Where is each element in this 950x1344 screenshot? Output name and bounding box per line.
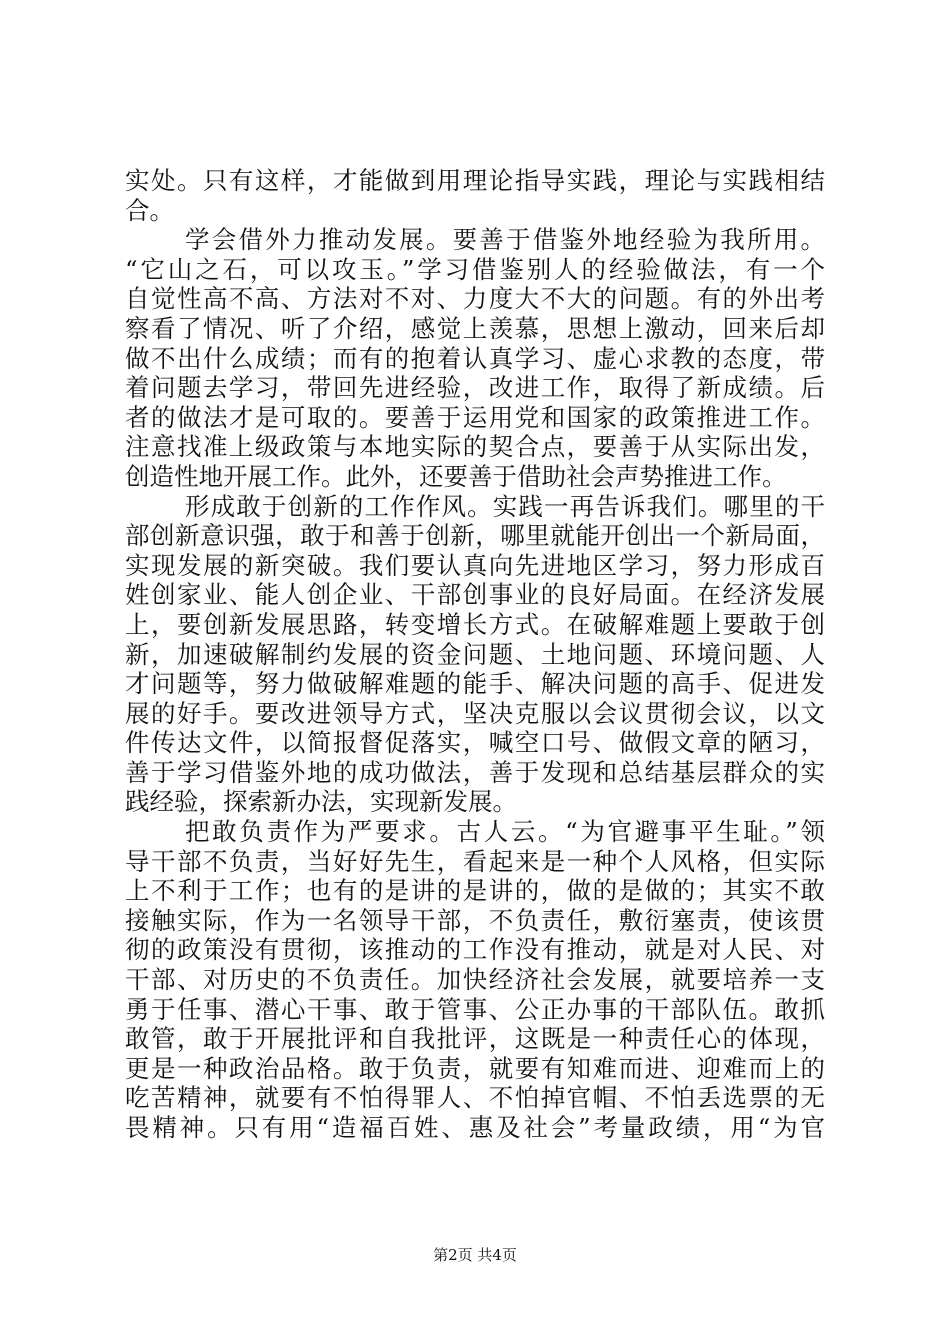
- text-line: 形成敢于创新的工作作风。实践一再告诉我们。哪里的干: [185, 491, 825, 521]
- document-body: [125, 166, 825, 1143]
- text-line: 察看了情况、听了介绍，感觉上羡慕，思想上激动，回来后却: [125, 313, 825, 343]
- text-line: 合。: [125, 195, 174, 225]
- text-line: 自觉性高不高、方法对不对、力度大不大的问题。有的外出考: [125, 284, 825, 314]
- text-line: 接触实际，作为一名领导干部，不负责任，敷衍塞责，使该贯: [125, 905, 825, 935]
- text-line: 畏精神。只有用“造福百姓、惠及社会”考量政绩，用“为官: [125, 1113, 825, 1142]
- text-line: 实现发展的新突破。我们要认真向先进地区学习，努力形成百: [125, 550, 825, 580]
- text-line: 做不出什么成绩；而有的抱着认真学习、虚心求教的态度，带: [125, 343, 825, 373]
- text-line: 导干部不负责，当好好先生，看起来是一种个人风格，但实际: [125, 846, 825, 876]
- text-line: 新，加速破解制约发展的资金问题、土地问题、环境问题、人: [125, 639, 825, 669]
- text-line: 上不利于工作；也有的是讲的是讲的，做的是做的；其实不敢: [125, 876, 825, 906]
- text-line: 更是一种政治品格。敢于负责，就要有知难而进、迎难而上的: [125, 1053, 825, 1083]
- text-line: 干部、对历史的不负责任。加快经济社会发展，就要培养一支: [125, 965, 825, 995]
- text-line: 着问题去学习，带回先进经验，改进工作，取得了新成绩。后: [125, 373, 825, 403]
- text-line: 善于学习借鉴外地的成功做法，善于发现和总结基层群众的实: [125, 757, 825, 787]
- text-line: 者的做法才是可取的。要善于运用党和国家的政策推进工作。: [125, 402, 825, 432]
- text-line: 践经验，探索新办法，实现新发展。: [125, 787, 517, 817]
- text-line: 上，要创新发展思路，转变增长方式。在破解难题上要敢于创: [125, 609, 825, 639]
- text-line: 姓创家业、能人创企业、干部创事业的良好局面。在经济发展: [125, 580, 825, 610]
- text-line: 学会借外力推动发展。要善于借鉴外地经验为我所用。: [185, 225, 825, 255]
- page-footer: [0, 1244, 950, 1265]
- text-line: 展的好手。要改进领导方式，坚决克服以会议贯彻会议，以文: [125, 698, 825, 728]
- text-line: 才问题等，努力做破解难题的能手、解决问题的高手、促进发: [125, 669, 825, 699]
- text-line: “它山之石，可以攻玉。”学习借鉴别人的经验做法，有一个: [125, 254, 825, 284]
- text-line: 部创新意识强，敢于和善于创新，哪里就能开创出一个新局面，: [125, 521, 825, 551]
- text-line: 吃苦精神，就要有不怕得罪人、不怕掉官帽、不怕丢选票的无: [125, 1083, 825, 1113]
- text-line: 件传达文件，以简报督促落实，喊空口号、做假文章的陋习，: [125, 728, 825, 758]
- text-line: 彻的政策没有贯彻，该推动的工作没有推动，就是对人民、对: [125, 935, 825, 965]
- page-number-label: 第2页 共4页: [433, 1246, 517, 1264]
- text-line: 敢管，敢于开展批评和自我批评，这既是一种责任心的体现，: [125, 1024, 825, 1054]
- text-line: 勇于任事、潜心干事、敢于管事、公正办事的干部队伍。敢抓: [125, 994, 825, 1024]
- text-line: 注意找准上级政策与本地实际的契合点，要善于从实际出发，: [125, 432, 825, 462]
- text-line: 把敢负责作为严要求。古人云。“为官避事平生耻。”领: [185, 817, 825, 847]
- text-line: 实处。只有这样，才能做到用理论指导实践，理论与实践相结: [125, 166, 825, 195]
- text-line: 创造性地开展工作。此外，还要善于借助社会声势推进工作。: [125, 461, 787, 491]
